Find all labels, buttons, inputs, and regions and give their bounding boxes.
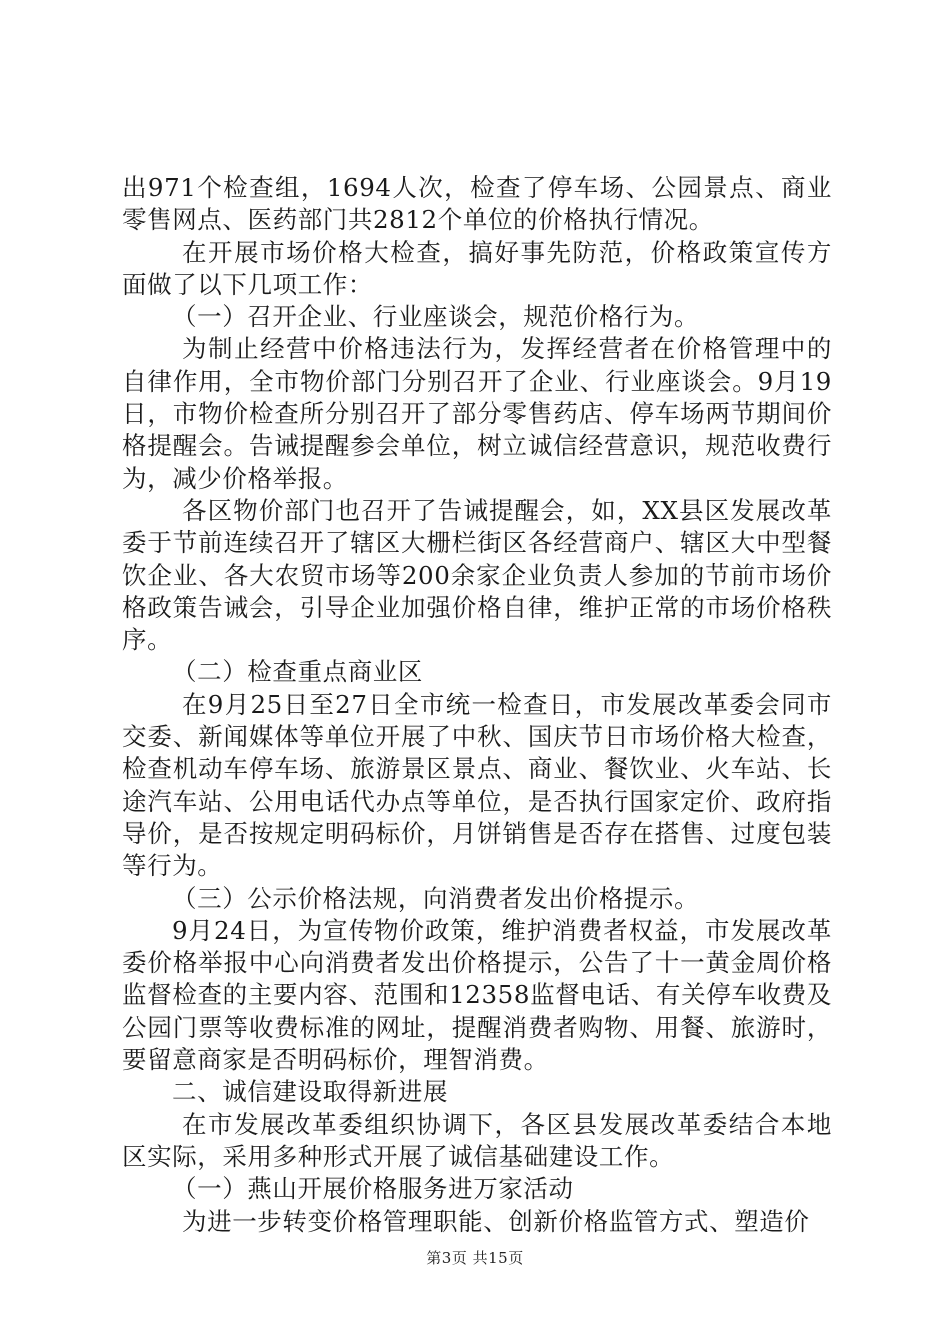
page-footer: [0, 1247, 950, 1268]
paragraph-4: 各区物价部门也召开了告诫提醒会，如，XX县区发展改革委于节前连续召开了辖区大栅栏街区各经营商户、辖区大中型餐饮企业、各大农贸市场等200余家企业负责人参加的节前市场价格政策告诫会，引导企业加强价格自律，维护正常的市场价格秩序。: [122, 495, 832, 655]
section-heading-3: （三）公示价格法规，向消费者发出价格提示。: [172, 883, 700, 913]
paragraph-2: 在开展市场价格大检查，搞好事先防范，价格政策宣传方面做了以下几项工作：: [122, 237, 832, 299]
paragraph-1: 出971个检查组，1694人次，检查了停车场、公园景点、商业零售网点、医药部门共2812个单位的价格执行情况。: [122, 173, 832, 235]
page-number: 第3页 共15页: [426, 1249, 524, 1267]
section-heading-4: （一）燕山开展价格服务进万家活动: [172, 1174, 574, 1204]
paragraph-8: 为进一步转变价格管理职能、创新价格监管方式、塑造价: [182, 1206, 810, 1236]
section-heading-2: （二）检查重点商业区: [172, 657, 423, 687]
paragraph-5: 在9月25日至27日全市统一检查日，市发展改革委会同市交委、新闻媒体等单位开展了中秋、国庆节日市场价格大检查，检查机动车停车场、旅游景区景点、商业、餐饮业、火车站、长途汽车站、公用电话代办点等单位，是否执行国家定价、政府指导价，是否按规定明码标价，月饼销售是否存在搭售、过度包装等行为。: [122, 689, 832, 881]
chapter-heading-2: 二、诚信建设取得新进展: [172, 1077, 449, 1107]
document-body: [122, 172, 832, 1238]
paragraph-7: 在市发展改革委组织协调下，各区县发展改革委结合本地区实际，采用多种形式开展了诚信基础建设工作。: [122, 1109, 832, 1171]
section-heading-1: （一）召开企业、行业座谈会，规范价格行为。: [172, 302, 700, 332]
paragraph-6: 9月24日，为宣传物价政策，维护消费者权益，市发展改革委价格举报中心向消费者发出价格提示，公告了十一黄金周价格监督检查的主要内容、范围和12358监督电话、有关停车收费及公园门票等收费标准的网址，提醒消费者购物、用餐、旅游时，要留意商家是否明码标价，理智消费。: [122, 915, 832, 1075]
paragraph-3: 为制止经营中价格违法行为，发挥经营者在价格管理中的自律作用，全市物价部门分别召开了企业、行业座谈会。9月19日，市物价检查所分别召开了部分零售药店、停车场两节期间价格提醒会。告诫提醒参会单位，树立诚信经营意识，规范收费行为，减少价格举报。: [122, 334, 832, 493]
